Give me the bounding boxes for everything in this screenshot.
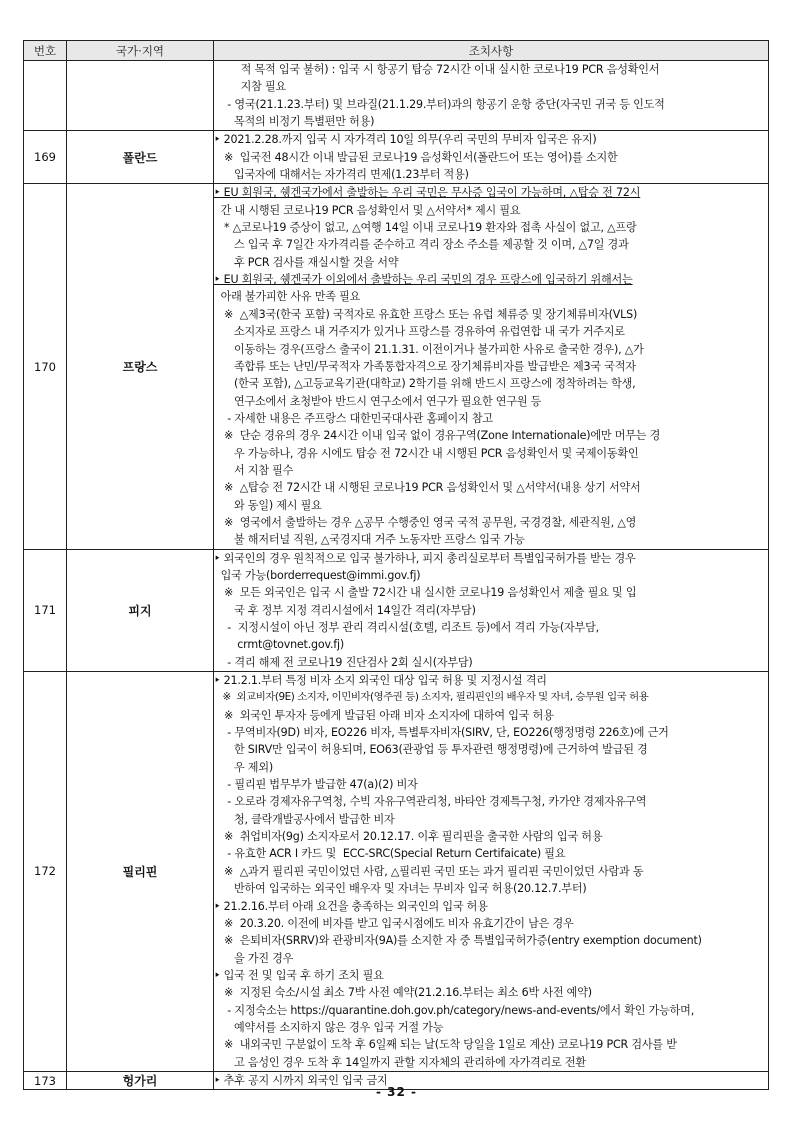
measure-line: - 오로라 경제자유구역청, 수빅 자유구역관리청, 바타안 경제특구청, 카가얀 경제자유구역 [214, 795, 647, 809]
measure-line: 간 내 시행된 코로나19 PCR 음성확인서 및 △서약서* 제시 필요 [214, 203, 521, 217]
measure-line: ‣ 2021.2.28.까지 입국 시 자가격리 10일 의무(우리 국민의 무비자 입국은 유지) [214, 133, 597, 147]
row-country: 폴란드 [67, 131, 214, 184]
measure-line: - 지정숙소는 https://quarantine.doh.gov.ph/category/news-and-events/에서 확인 가능하며, [214, 1003, 695, 1017]
measure-line: 서 지참 필수 [214, 463, 294, 477]
measure-line: ‣ 21.2.16.부터 아래 요건을 충족하는 외국인의 입국 허용 [214, 899, 488, 913]
row-measures [214, 61, 769, 131]
measure-line: ※ 모든 외국인은 입국 시 출발 72시간 내 실시한 코로나19 음성확인서 제출 필요 및 입 [214, 586, 637, 600]
measure-line: ‣ 입국 전 및 입국 후 하기 조치 필요 [214, 968, 384, 982]
measures-table [23, 40, 769, 1090]
table-header-row [24, 41, 769, 61]
row-number: 169 [24, 131, 67, 184]
measure-line: ※ 외교비자(9E) 소지자, 이민비자(영주권 등) 소지자, 필리핀인의 배우자 및 자녀, 승무원 입국 허용 [214, 691, 649, 704]
table-row [24, 672, 769, 1072]
measure-line: - 필리핀 법무부가 발급한 47(a)(2) 비자 [214, 778, 418, 792]
measure-line: - 유효한 ACR I 카드 및 ECC-SRC(Special Return Certifaicate) 필요 [214, 847, 566, 861]
measure-line: - 격리 해제 전 코로나19 진단검사 2회 실시(자부담) [214, 655, 473, 669]
measure-line: ※ △과거 필리핀 국민이었던 사람, △필리핀 국민 또는 과거 필리핀 국민이었던 사람과 동 [214, 864, 644, 878]
measure-line: 스 입국 후 7일간 자가격리를 준수하고 격리 장소 주소를 제공할 것 이며, △7일 경과 [214, 238, 629, 252]
measure-line: 와 동일) 제시 필요 [214, 498, 322, 512]
table-row [24, 184, 769, 549]
row-country: 필리핀 [67, 672, 214, 1072]
header-number: 번호 [24, 41, 67, 61]
measure-line: ※ 지정된 숙소/시설 최소 7박 사전 예약(21.2.16.부터는 최소 6박 사전 예약) [214, 986, 592, 1000]
measure-line: 예약서를 소지하지 않은 경우 입국 거절 가능 [214, 1020, 444, 1034]
measure-line: 입국 가능(borderrequest@immi.gov.fj) [214, 568, 421, 582]
table-row [24, 61, 769, 131]
measure-line: 지참 필요 [214, 80, 287, 94]
row-country: 피지 [67, 549, 214, 671]
measure-line: 목적의 비정기 특별편만 허용) [214, 115, 375, 129]
measure-line: 우 제외) [214, 760, 273, 774]
measure-line: ※ 입국전 48시간 이내 발급된 코로나19 음성확인서(폴란드어 또는 영어)를 소지한 [214, 150, 618, 164]
measure-line: 고 음성인 경우 도착 후 14일까지 관할 지자체의 관리하에 자가격리로 전환 [214, 1055, 586, 1069]
measure-line: ※ 영국에서 출발하는 경우 △공무 수행중인 영국 국적 공무원, 국경경찰, 세관직원, △영 [214, 515, 637, 529]
row-measures [214, 184, 769, 549]
measure-line: - 지정시설이 아닌 정부 관리 격리시설(호텔, 리조트 등)에서 격리 가능(자부담, [214, 621, 599, 634]
measure-line: 이동하는 경우(프랑스 출국이 21.1.31. 이전이거나 불가피한 사유로 출국한 경우), △가 [214, 342, 644, 356]
measure-line: * △코로나19 증상이 없고, △여행 14일 이내 코로나19 환자와 접촉 사실이 없고, △프랑 [214, 221, 637, 235]
row-country: 헝가리 [67, 1071, 214, 1089]
row-measures [214, 131, 769, 184]
measure-line: ※ 은퇴비자(SRRV)와 관광비자(9A)를 소지한 자 중 특별입국허가증(entry exemption document) [214, 934, 702, 948]
measure-line: ‣ 21.2.1.부터 특정 비자 소지 외국인 대상 입국 허용 및 지정시설 격리 [214, 674, 547, 688]
row-number: 173 [24, 1071, 67, 1089]
measure-line: (한국 포함), △고등교육기관(대학교) 2학기를 위해 반드시 프랑스에 정착하려는 학생, [214, 377, 636, 391]
measure-line: ※ 취업비자(9g) 소지자로서 20.12.17. 이후 필리핀을 출국한 사람의 입국 허용 [214, 830, 603, 844]
measure-line: 후 PCR 검사를 재실시할 것을 서약 [214, 255, 399, 269]
measure-line: ※ △탑승 전 72시간 내 시행된 코로나19 PCR 음성확인서 및 △서약서(내용 상기 서약서 [214, 481, 641, 495]
table-row [24, 131, 769, 184]
measure-line: 불 해저터널 직원, △국경지대 거주 노동자만 프랑스 입국 가능 [214, 533, 525, 547]
measure-line: ※ 20.3.20. 이전에 비자를 받고 입국시점에도 비자 유효기간이 남은 경우 [214, 916, 574, 930]
measure-line: - 영국(21.1.23.부터) 및 브라질(21.1.29.부터)과의 항공기 운항 중단(자국민 귀국 등 인도적 [214, 97, 665, 111]
table-row [24, 549, 769, 671]
measure-line: 족합류 또는 난민/무국적자 가족통합자격으로 장기체류비자를 발급받은 제3국 국적자 [214, 359, 636, 373]
measure-line: 반하여 입국하는 외국인 배우자 및 자녀는 무비자 입국 허용(20.12.7.부터) [214, 882, 587, 896]
measure-line: 한 SIRV만 입국이 허용되며, EO63(관광업 등 투자관련 행정명령)에 근거하여 발급된 경 [214, 743, 648, 757]
row-number: 171 [24, 549, 67, 671]
row-country [67, 61, 214, 131]
measure-line: ※ 외국인 투자자 등에게 발급된 아래 비자 소지자에 대하여 입국 허용 [214, 708, 554, 722]
measure-line: 소지자로 프랑스 내 거주지가 있거나 프랑스를 경유하여 유럽연합 내 국가 거주지로 [214, 325, 625, 339]
measure-line: 입국자에 대해서는 자가격리 면제(1.23부터 적용) [214, 168, 469, 182]
measure-line: 을 가진 경우 [214, 951, 294, 965]
measure-line: - 자세한 내용은 주프랑스 대한민국대사관 홈페이지 참고 [214, 411, 493, 425]
measure-line: - 무역비자(9D) 비자, EO226 비자, 특별투자비자(SIRV, 단, EO226(행정명령 226호)에 근거 [214, 726, 669, 740]
measure-line: ‣ 외국인의 경우 원칙적으로 입국 불가하나, 피지 총리실로부터 특별입국허가를 받는 경우 [214, 551, 636, 565]
measure-line: ‣ EU 회원국, 쉥겐국가에서 출발하는 우리 국민은 무사증 입국이 가능하며, △탑승 전 72시 [214, 186, 641, 200]
row-measures [214, 672, 769, 1072]
header-country: 국가·지역 [67, 41, 214, 61]
measure-line: 아래 불가피한 사유 만족 필요 [214, 290, 361, 304]
measure-line: ※ 단순 경유의 경우 24시간 이내 입국 없이 경유구역(Zone Internationale)에만 머무는 경 [214, 429, 661, 443]
row-measures [214, 549, 769, 671]
measure-line: ※ 내외국민 구분없이 도착 후 6일째 되는 날(도착 당일을 1일로 계산) 코로나19 PCR 검사를 받 [214, 1038, 677, 1052]
measure-line: 국 후 정부 지정 격리시설에서 14일간 격리(자부담) [214, 603, 476, 617]
row-number: 170 [24, 184, 67, 549]
row-number [24, 61, 67, 131]
measure-line: 적 목적 입국 불허) : 입국 시 항공기 탑승 72시간 이내 실시한 코로나19 PCR 음성확인서 [214, 63, 660, 76]
measure-line: ※ △제3국(한국 포함) 국적자로 유효한 프랑스 또는 유럽 체류증 및 장기체류비자(VLS) [214, 307, 638, 321]
measure-line: ‣ EU 회원국, 쉥겐국가 이외에서 출발하는 우리 국민의 경우 프랑스에 입국하기 위해서는 [214, 273, 633, 287]
header-measures: 조치사항 [214, 41, 769, 61]
measure-line: 우 가능하나, 경유 시에도 탑승 전 72시간 내 시행된 PCR 음성확인서 및 국제이동확인 [214, 446, 639, 460]
measure-line: 연구소에서 초청받아 반드시 연구소에서 연구가 필요한 연구원 등 [214, 394, 542, 408]
measure-line: 청, 클락개발공사에서 발급한 비자 [214, 812, 395, 826]
measure-line: crmt@tovnet.gov.fj) [214, 638, 345, 652]
row-number: 172 [24, 672, 67, 1072]
page-number: - 32 - [375, 1085, 417, 1099]
measure-line: ‣ 추후 공지 시까지 외국인 입국 금지 [214, 1073, 388, 1087]
row-country: 프랑스 [67, 184, 214, 549]
